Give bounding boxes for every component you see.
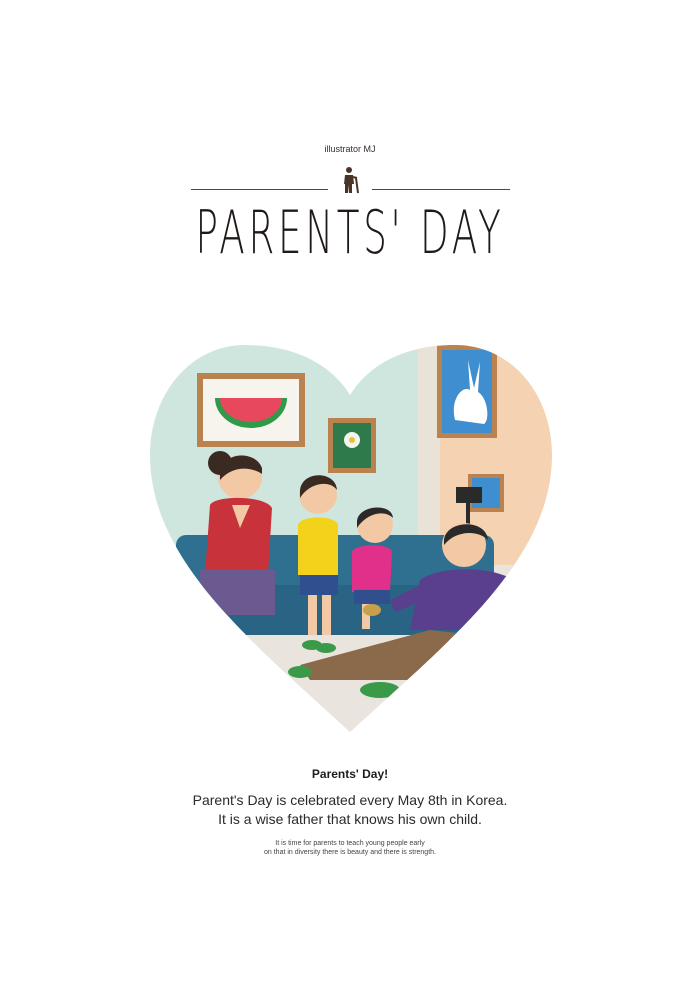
caption-title: Parents' Day! (311, 767, 389, 781)
illustrator-credit: illustrator MJ (324, 144, 376, 154)
caption-small-line-1: It is time for parents to teach young people early (275, 840, 425, 847)
caption-line-2: It is a wise father that knows his own child. (218, 811, 482, 827)
page-title: PARENTS' DAY (195, 198, 505, 268)
caption-line-1: Parent's Day is celebrated every May 8th in Korea. (192, 792, 508, 808)
caption-small-line-2: on that in diversity there is beauty and there is strength. (264, 849, 436, 856)
